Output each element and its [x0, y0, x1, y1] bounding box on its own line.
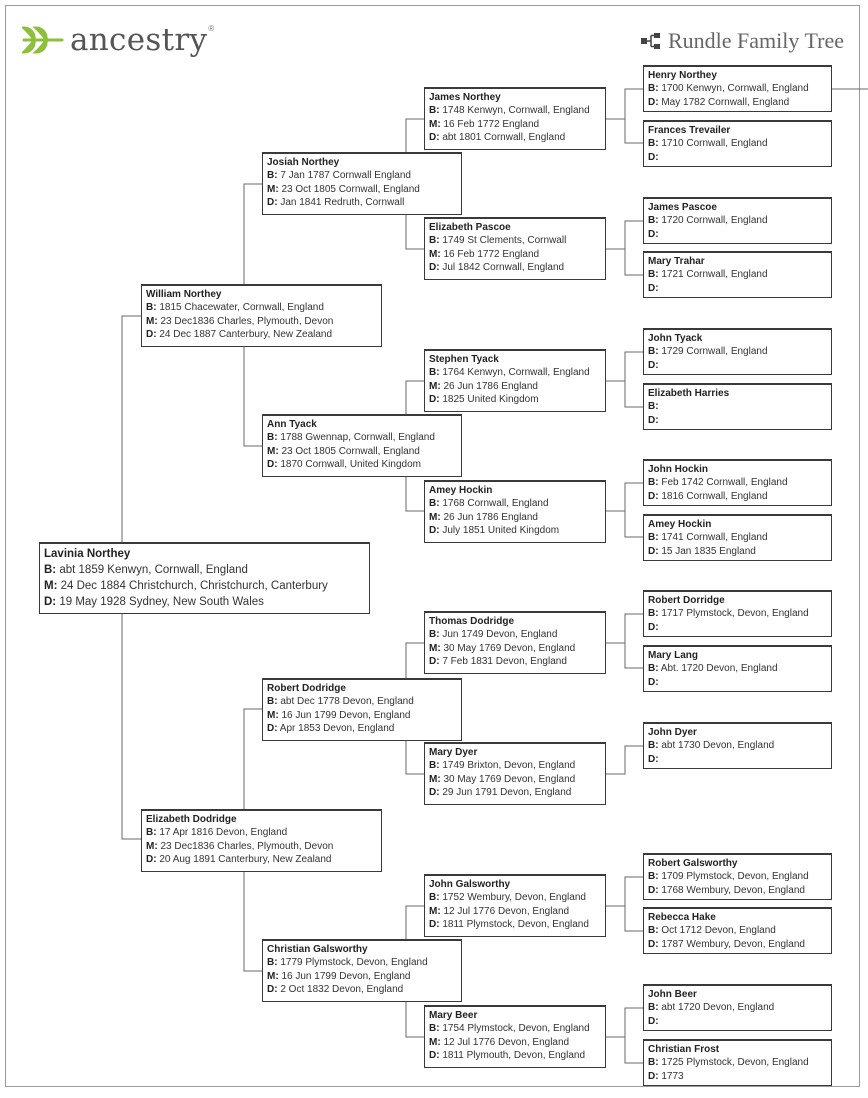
person-box-john-beer[interactable] — [643, 984, 832, 1031]
death-line — [429, 131, 602, 145]
birth-line — [429, 497, 602, 511]
birth-line — [648, 137, 828, 151]
birth-line — [429, 366, 602, 380]
person-name: Christian Frost — [648, 1044, 720, 1055]
person-name: John Beer — [648, 989, 697, 1000]
person-name: Amey Hockin — [429, 485, 493, 496]
birth-value: 1717 Plymstock, Devon, England — [661, 608, 809, 619]
person-name: Josiah Northey — [267, 157, 340, 168]
death-line — [648, 545, 828, 559]
death-value: 24 Dec 1887 Canterbury, New Zealand — [159, 329, 333, 340]
birth-value: Abt. 1720 Devon, England — [660, 663, 778, 674]
person-box-amey-hockin-senior[interactable] — [643, 514, 832, 561]
birth-label: B: — [429, 1023, 440, 1034]
death-value: 1768 Wembury, Devon, England — [661, 884, 805, 896]
birth-line — [648, 1056, 828, 1070]
birth-value: 1754 Plymstock, Devon, England — [442, 1023, 590, 1034]
death-value: 1825 United Kingdom — [442, 394, 539, 405]
death-line — [429, 786, 602, 800]
death-value: 1773 — [661, 1070, 684, 1082]
death-label: D: — [429, 656, 440, 667]
death-value: 1816 Cornwall, England — [661, 490, 768, 502]
birth-label: B: — [648, 1057, 659, 1068]
death-line — [267, 983, 458, 997]
death-line — [648, 1015, 828, 1029]
death-label: D: — [429, 919, 440, 930]
person-name: Stephen Tyack — [429, 354, 499, 365]
death-line — [429, 655, 602, 669]
marriage-value: 16 Feb 1772 England — [443, 118, 540, 130]
marriage-label: M: — [429, 642, 441, 654]
death-label: D: — [146, 854, 157, 865]
death-label: D: — [648, 938, 659, 950]
death-value: 15 Jan 1835 England — [661, 545, 756, 557]
birth-value: 17 Apr 1816 Devon, England — [159, 827, 288, 838]
person-name: William Northey — [146, 289, 222, 300]
birth-line — [429, 1022, 602, 1036]
death-value: Jan 1841 Redruth, Cornwall — [280, 197, 405, 208]
birth-line — [648, 400, 828, 414]
death-line — [429, 393, 602, 407]
person-name: Robert Galsworthy — [648, 858, 738, 869]
person-name: Mary Lang — [648, 650, 699, 661]
marriage-value: 12 Jul 1776 Devon, England — [443, 905, 570, 917]
birth-label: B: — [648, 83, 659, 94]
marriage-line — [267, 445, 458, 459]
marriage-value: 30 May 1769 Devon, England — [443, 773, 576, 785]
person-name: John Dyer — [648, 727, 697, 738]
death-value: July 1851 United Kingdom — [442, 525, 560, 536]
birth-line — [648, 214, 828, 228]
marriage-line — [267, 970, 458, 984]
birth-value: 7 Jan 1787 Cornwall England — [280, 170, 411, 181]
birth-line — [429, 891, 602, 905]
birth-label: B: — [429, 629, 440, 640]
marriage-line — [429, 380, 602, 394]
death-label: D: — [429, 525, 440, 536]
person-box-john-tyack[interactable] — [643, 328, 832, 375]
death-label: D: — [648, 884, 659, 896]
death-label: D: — [648, 753, 659, 765]
birth-value: abt Dec 1778 Devon, England — [280, 696, 414, 707]
birth-value: 1700 Kenwyn, Cornwall, England — [661, 83, 809, 94]
person-name: Frances Trevailer — [648, 125, 731, 136]
person-box-amey-hockin[interactable] — [424, 480, 606, 543]
birth-label: B: — [429, 892, 440, 903]
birth-line — [146, 301, 378, 315]
birth-label: B: — [648, 138, 659, 149]
person-name: Mary Dyer — [429, 747, 478, 758]
person-box-frances-trevailer[interactable] — [643, 120, 832, 167]
birth-label: B: — [648, 401, 659, 412]
marriage-value: 16 Jun 1799 Devon, England — [281, 970, 411, 982]
birth-label: B: — [648, 477, 659, 488]
birth-label: B: — [429, 235, 440, 246]
death-line — [146, 853, 378, 867]
person-name: Henry Northey — [648, 70, 717, 81]
person-name: Lavinia Northey — [44, 548, 131, 560]
birth-label: B: — [648, 925, 659, 936]
person-box-mary-beer[interactable] — [424, 1005, 606, 1068]
person-name: James Northey — [429, 92, 501, 103]
death-label: D: — [648, 359, 659, 371]
birth-line — [267, 431, 458, 445]
birth-label: B: — [429, 105, 440, 116]
birth-line — [146, 826, 378, 840]
marriage-label: M: — [429, 248, 441, 260]
tree-title-text: Rundle Family Tree — [667, 28, 844, 53]
birth-line — [648, 924, 828, 938]
marriage-label: M: — [267, 183, 279, 195]
death-line — [429, 1049, 602, 1063]
death-value: 1811 Plymstock, Devon, England — [442, 919, 589, 930]
person-box-john-dyer[interactable] — [643, 722, 832, 769]
marriage-value: 23 Oct 1805 Cornwall, England — [281, 445, 420, 457]
death-value: 1811 Plymouth, Devon, England — [442, 1050, 586, 1061]
birth-line — [648, 268, 828, 282]
marriage-label: M: — [44, 580, 58, 592]
death-label: D: — [648, 414, 659, 426]
birth-label: B: — [648, 532, 659, 543]
birth-value: 1741 Cornwall, England — [661, 532, 768, 543]
marriage-label: M: — [429, 773, 441, 785]
death-label: D: — [267, 197, 278, 208]
birth-value: abt 1859 Kenwyn, Cornwall, England — [59, 564, 248, 576]
person-name: Mary Trahar — [648, 256, 705, 267]
birth-value: abt 1730 Devon, England — [661, 740, 775, 751]
marriage-line — [429, 248, 602, 262]
death-line — [429, 524, 602, 538]
death-value: 1870 Cornwall, United Kingdom — [280, 459, 421, 470]
logo-trademark: ® — [208, 23, 215, 33]
death-label: D: — [429, 787, 440, 798]
death-label: D: — [429, 132, 440, 143]
death-label: D: — [648, 545, 659, 557]
death-label: D: — [267, 459, 278, 470]
person-name: Mary Beer — [429, 1010, 478, 1021]
death-value: 19 May 1928 Sydney, New South Wales — [59, 596, 264, 608]
person-box-james-pascoe[interactable] — [643, 197, 832, 244]
person-box-robert-dorridge[interactable] — [643, 590, 832, 637]
person-box-christian-galsworthy[interactable] — [262, 939, 462, 1002]
marriage-line — [429, 905, 602, 919]
birth-value: Feb 1742 Cornwall, England — [661, 477, 788, 488]
death-value: May 1782 Cornwall, England — [661, 96, 790, 108]
death-value: 7 Feb 1831 Devon, England — [442, 656, 567, 667]
birth-value: abt 1720 Devon, England — [661, 1002, 775, 1013]
death-label: D: — [267, 723, 278, 734]
death-label: D: — [648, 490, 659, 502]
birth-value: 1764 Kenwyn, Cornwall, England — [442, 367, 590, 378]
death-line — [648, 753, 828, 767]
death-label: D: — [648, 1070, 659, 1082]
person-name: Ann Tyack — [267, 419, 317, 430]
marriage-line — [429, 1036, 602, 1050]
death-line — [146, 328, 378, 342]
birth-value: 1720 Cornwall, England — [661, 215, 768, 226]
marriage-value: 26 Jun 1786 England — [443, 511, 538, 523]
marriage-label: M: — [429, 511, 441, 523]
death-label: D: — [648, 282, 659, 294]
person-box-mary-trahar[interactable] — [643, 251, 832, 298]
marriage-value: 12 Jul 1776 Devon, England — [443, 1036, 570, 1048]
birth-line — [648, 531, 828, 545]
death-value: Apr 1853 Devon, England — [279, 723, 395, 734]
person-name: John Tyack — [648, 333, 703, 344]
death-label: D: — [429, 262, 440, 273]
death-label: D: — [648, 151, 659, 163]
birth-value: Oct 1712 Devon, England — [661, 925, 776, 936]
death-line — [648, 884, 828, 898]
marriage-value: 23 Dec1836 Charles, Plymouth, Devon — [160, 840, 334, 852]
marriage-label: M: — [267, 709, 279, 721]
death-line — [267, 722, 458, 736]
birth-label: B: — [648, 269, 659, 280]
person-box-elizabeth-dodridge[interactable] — [141, 809, 382, 872]
marriage-line — [429, 511, 602, 525]
death-label: D: — [146, 329, 157, 340]
birth-line — [648, 870, 828, 884]
marriage-label: M: — [429, 905, 441, 917]
person-name: Robert Dorridge — [648, 595, 725, 606]
birth-label: B: — [648, 215, 659, 226]
person-box-henry-northey[interactable] — [643, 65, 832, 112]
birth-value: Jun 1749 Devon, England — [442, 629, 558, 640]
birth-value: 1710 Cornwall, England — [661, 138, 768, 149]
death-label: D: — [648, 676, 659, 688]
death-line — [648, 414, 828, 428]
person-name: John Galsworthy — [429, 879, 511, 890]
marriage-value: 16 Jun 1799 Devon, England — [281, 709, 411, 721]
person-box-elizabeth-pascoe[interactable] — [424, 217, 606, 280]
birth-line — [267, 695, 458, 709]
person-name: Elizabeth Pascoe — [429, 222, 511, 233]
marriage-line — [429, 118, 602, 132]
person-box-robert-galsworthy[interactable] — [643, 853, 832, 900]
death-line — [648, 359, 828, 373]
death-label: D: — [648, 621, 659, 633]
birth-line — [267, 169, 458, 183]
person-name: Elizabeth Dodridge — [146, 814, 237, 825]
birth-value: 1749 St Clements, Cornwall — [442, 235, 567, 246]
death-label: D: — [648, 228, 659, 240]
person-name: James Pascoe — [648, 202, 717, 213]
death-label: D: — [648, 1015, 659, 1027]
person-box-christian-frost[interactable] — [643, 1039, 832, 1086]
marriage-label: M: — [267, 970, 279, 982]
marriage-line — [429, 773, 602, 787]
birth-label: B: — [648, 346, 659, 357]
death-value: abt 1801 Cornwall, England — [442, 132, 566, 143]
birth-label: B: — [44, 564, 57, 576]
death-label: D: — [429, 1050, 440, 1061]
death-line — [648, 228, 828, 242]
birth-line — [648, 607, 828, 621]
person-box-mary-lang[interactable] — [643, 645, 832, 692]
death-value: 29 Jun 1791 Devon, England — [442, 787, 572, 798]
person-name: John Hockin — [648, 464, 709, 475]
person-box-rebecca-hake[interactable] — [643, 907, 832, 954]
birth-line — [267, 956, 458, 970]
marriage-label: M: — [267, 445, 279, 457]
death-value: 20 Aug 1891 Canterbury, New Zealand — [159, 854, 332, 865]
death-line — [429, 261, 602, 275]
person-name: Robert Dodridge — [267, 683, 346, 694]
marriage-label: M: — [429, 380, 441, 392]
birth-line — [429, 759, 602, 773]
person-box-john-hockin[interactable] — [643, 459, 832, 506]
death-line — [648, 490, 828, 504]
birth-line — [648, 345, 828, 359]
death-line — [648, 282, 828, 296]
person-box-mary-dyer[interactable] — [424, 742, 606, 805]
marriage-line — [267, 709, 458, 723]
person-name: Amey Hockin — [648, 519, 712, 530]
birth-line — [648, 1001, 828, 1015]
marriage-value: 24 Dec 1884 Christchurch, Christchurch, Canterbury — [60, 580, 328, 592]
birth-label: B: — [267, 957, 278, 968]
logo-wordmark: ancestry — [70, 22, 208, 58]
marriage-line — [146, 840, 378, 854]
marriage-label: M: — [429, 1036, 441, 1048]
person-name: Rebecca Hake — [648, 912, 716, 923]
marriage-label: M: — [146, 840, 158, 852]
death-value: Jul 1842 Cornwall, England — [442, 262, 565, 273]
birth-value: 1748 Kenwyn, Cornwall, England — [442, 105, 590, 116]
marriage-line — [429, 642, 602, 656]
birth-label: B: — [267, 696, 278, 707]
birth-label: B: — [146, 302, 157, 313]
marriage-value: 16 Feb 1772 England — [443, 248, 540, 260]
birth-value: 1752 Wembury, Devon, England — [442, 892, 586, 903]
birth-label: B: — [267, 170, 278, 181]
birth-value: 1788 Gwennap, Cornwall, England — [280, 432, 435, 443]
marriage-value: 26 Jun 1786 England — [443, 380, 538, 392]
person-box-thomas-dodridge[interactable] — [424, 611, 606, 674]
death-line — [648, 621, 828, 635]
marriage-value: 23 Oct 1805 Cornwall, England — [281, 183, 420, 195]
death-label: D: — [648, 96, 659, 108]
birth-value: 1709 Plymstock, Devon, England — [661, 871, 809, 882]
death-label: D: — [44, 596, 57, 608]
person-box-william-northey[interactable] — [141, 284, 382, 347]
birth-line — [648, 82, 828, 96]
birth-label: B: — [648, 740, 659, 751]
birth-line — [648, 739, 828, 753]
person-box-josiah-northey[interactable] — [262, 152, 462, 215]
birth-label: B: — [429, 367, 440, 378]
person-box-ann-tyack[interactable] — [262, 414, 462, 477]
death-line — [648, 96, 828, 110]
birth-value: 1725 Plymstock, Devon, England — [661, 1057, 809, 1068]
death-line — [648, 938, 828, 952]
death-label: D: — [429, 394, 440, 405]
death-line — [648, 676, 828, 690]
birth-label: B: — [648, 608, 659, 619]
birth-label: B: — [648, 871, 659, 882]
death-line — [648, 151, 828, 165]
birth-label: B: — [648, 663, 659, 674]
birth-value: 1779 Plymstock, Devon, England — [280, 957, 428, 968]
marriage-label: M: — [146, 315, 158, 327]
marriage-line — [146, 315, 378, 329]
person-box-james-northey[interactable] — [424, 87, 606, 150]
person-box-robert-dodridge[interactable] — [262, 678, 462, 741]
person-name: Elizabeth Harries — [648, 388, 730, 399]
birth-line — [429, 628, 602, 642]
death-line — [267, 458, 458, 472]
birth-line — [429, 104, 602, 118]
birth-line — [648, 662, 828, 676]
death-value: 1787 Wembury, Devon, England — [661, 938, 805, 950]
birth-line — [429, 234, 602, 248]
marriage-value: 30 May 1769 Devon, England — [443, 642, 576, 654]
birth-value: 1729 Cornwall, England — [661, 346, 768, 357]
birth-value: 1721 Cornwall, England — [661, 269, 768, 280]
death-line — [648, 1070, 828, 1084]
person-box-john-galsworthy[interactable] — [424, 874, 606, 937]
birth-value: 1749 Brixton, Devon, England — [442, 760, 576, 771]
person-name: Thomas Dodridge — [429, 616, 515, 627]
marriage-line — [267, 183, 458, 197]
birth-label: B: — [429, 498, 440, 509]
death-value: 2 Oct 1832 Devon, England — [280, 984, 404, 995]
birth-value: 1768 Cornwall, England — [442, 498, 549, 509]
birth-label: B: — [429, 760, 440, 771]
birth-value: 1815 Chacewater, Cornwall, England — [159, 302, 324, 313]
person-box-elizabeth-harries[interactable] — [643, 383, 832, 430]
birth-label: B: — [648, 1002, 659, 1013]
marriage-value: 23 Dec1836 Charles, Plymouth, Devon — [160, 315, 334, 327]
birth-label: B: — [267, 432, 278, 443]
person-name: Christian Galsworthy — [267, 944, 368, 955]
death-line — [429, 918, 602, 932]
death-line — [267, 196, 458, 210]
person-box-stephen-tyack[interactable] — [424, 349, 606, 412]
birth-line — [648, 476, 828, 490]
marriage-label: M: — [429, 118, 441, 130]
person-box-lavinia-northey[interactable] — [39, 542, 370, 614]
birth-line — [44, 562, 366, 578]
birth-label: B: — [146, 827, 157, 838]
death-label: D: — [267, 984, 278, 995]
marriage-line — [44, 578, 366, 594]
death-line — [44, 594, 366, 610]
